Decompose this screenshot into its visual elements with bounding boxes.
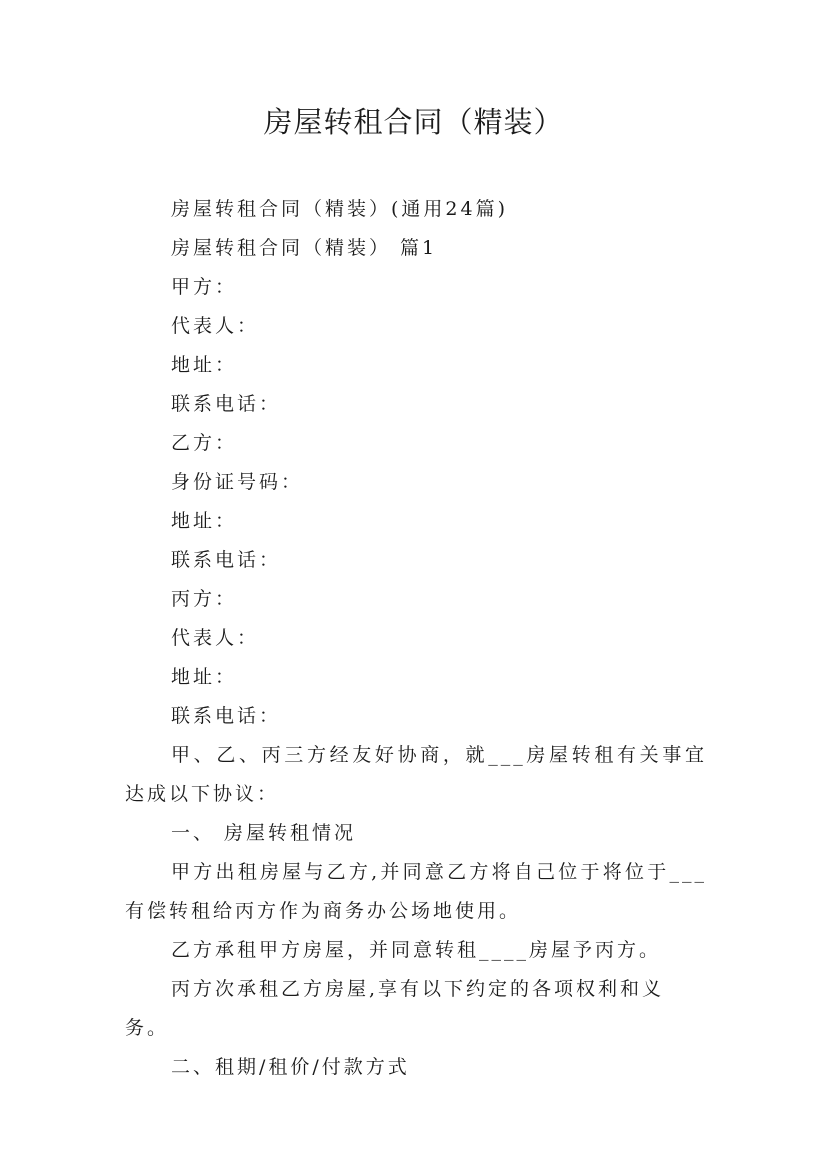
party-a-phone: 联系电话： [171, 393, 282, 415]
document-body [125, 190, 707, 1087]
subtitle-paragraph: 房屋转租合同（精装）(通用24篇) [171, 198, 509, 220]
party-a-representative: 代表人： [171, 315, 260, 337]
document-title: 房屋转租合同（精装） [263, 105, 564, 139]
party-b-address: 地址： [171, 510, 238, 532]
clause-1-heading: 一、 房屋转租情况 [171, 822, 357, 844]
clause-2-heading: 二、租期/租价/付款方式 [171, 1056, 410, 1078]
party-c-label: 丙方： [171, 588, 238, 610]
agreement-intro-paragraph: 甲、乙、丙三方经友好协商，就___房屋转租有关事宜达成以下协议： [125, 744, 707, 805]
clause-1-paragraph-2: 乙方承租甲方房屋，并同意转租____房屋予丙方。 [171, 939, 662, 961]
clause-1-paragraph-3: 丙方次承租乙方房屋,享有以下约定的各项权利和义务。 [125, 978, 665, 1039]
party-c-phone: 联系电话： [171, 705, 282, 727]
party-b-phone: 联系电话： [171, 549, 282, 571]
party-a-address: 地址： [171, 354, 238, 376]
party-c-representative: 代表人： [171, 627, 260, 649]
section-heading: 房屋转租合同（精装） 篇1 [171, 237, 438, 259]
party-b-id-number: 身份证号码： [171, 471, 304, 493]
party-b-label: 乙方： [171, 432, 238, 454]
party-a-label: 甲方： [171, 276, 238, 298]
party-c-address: 地址： [171, 666, 238, 688]
clause-1-paragraph-1: 甲方出租房屋与乙方,并同意乙方将自己位于将位于___有偿转租给丙方作为商务办公场地使用。 [125, 861, 707, 922]
